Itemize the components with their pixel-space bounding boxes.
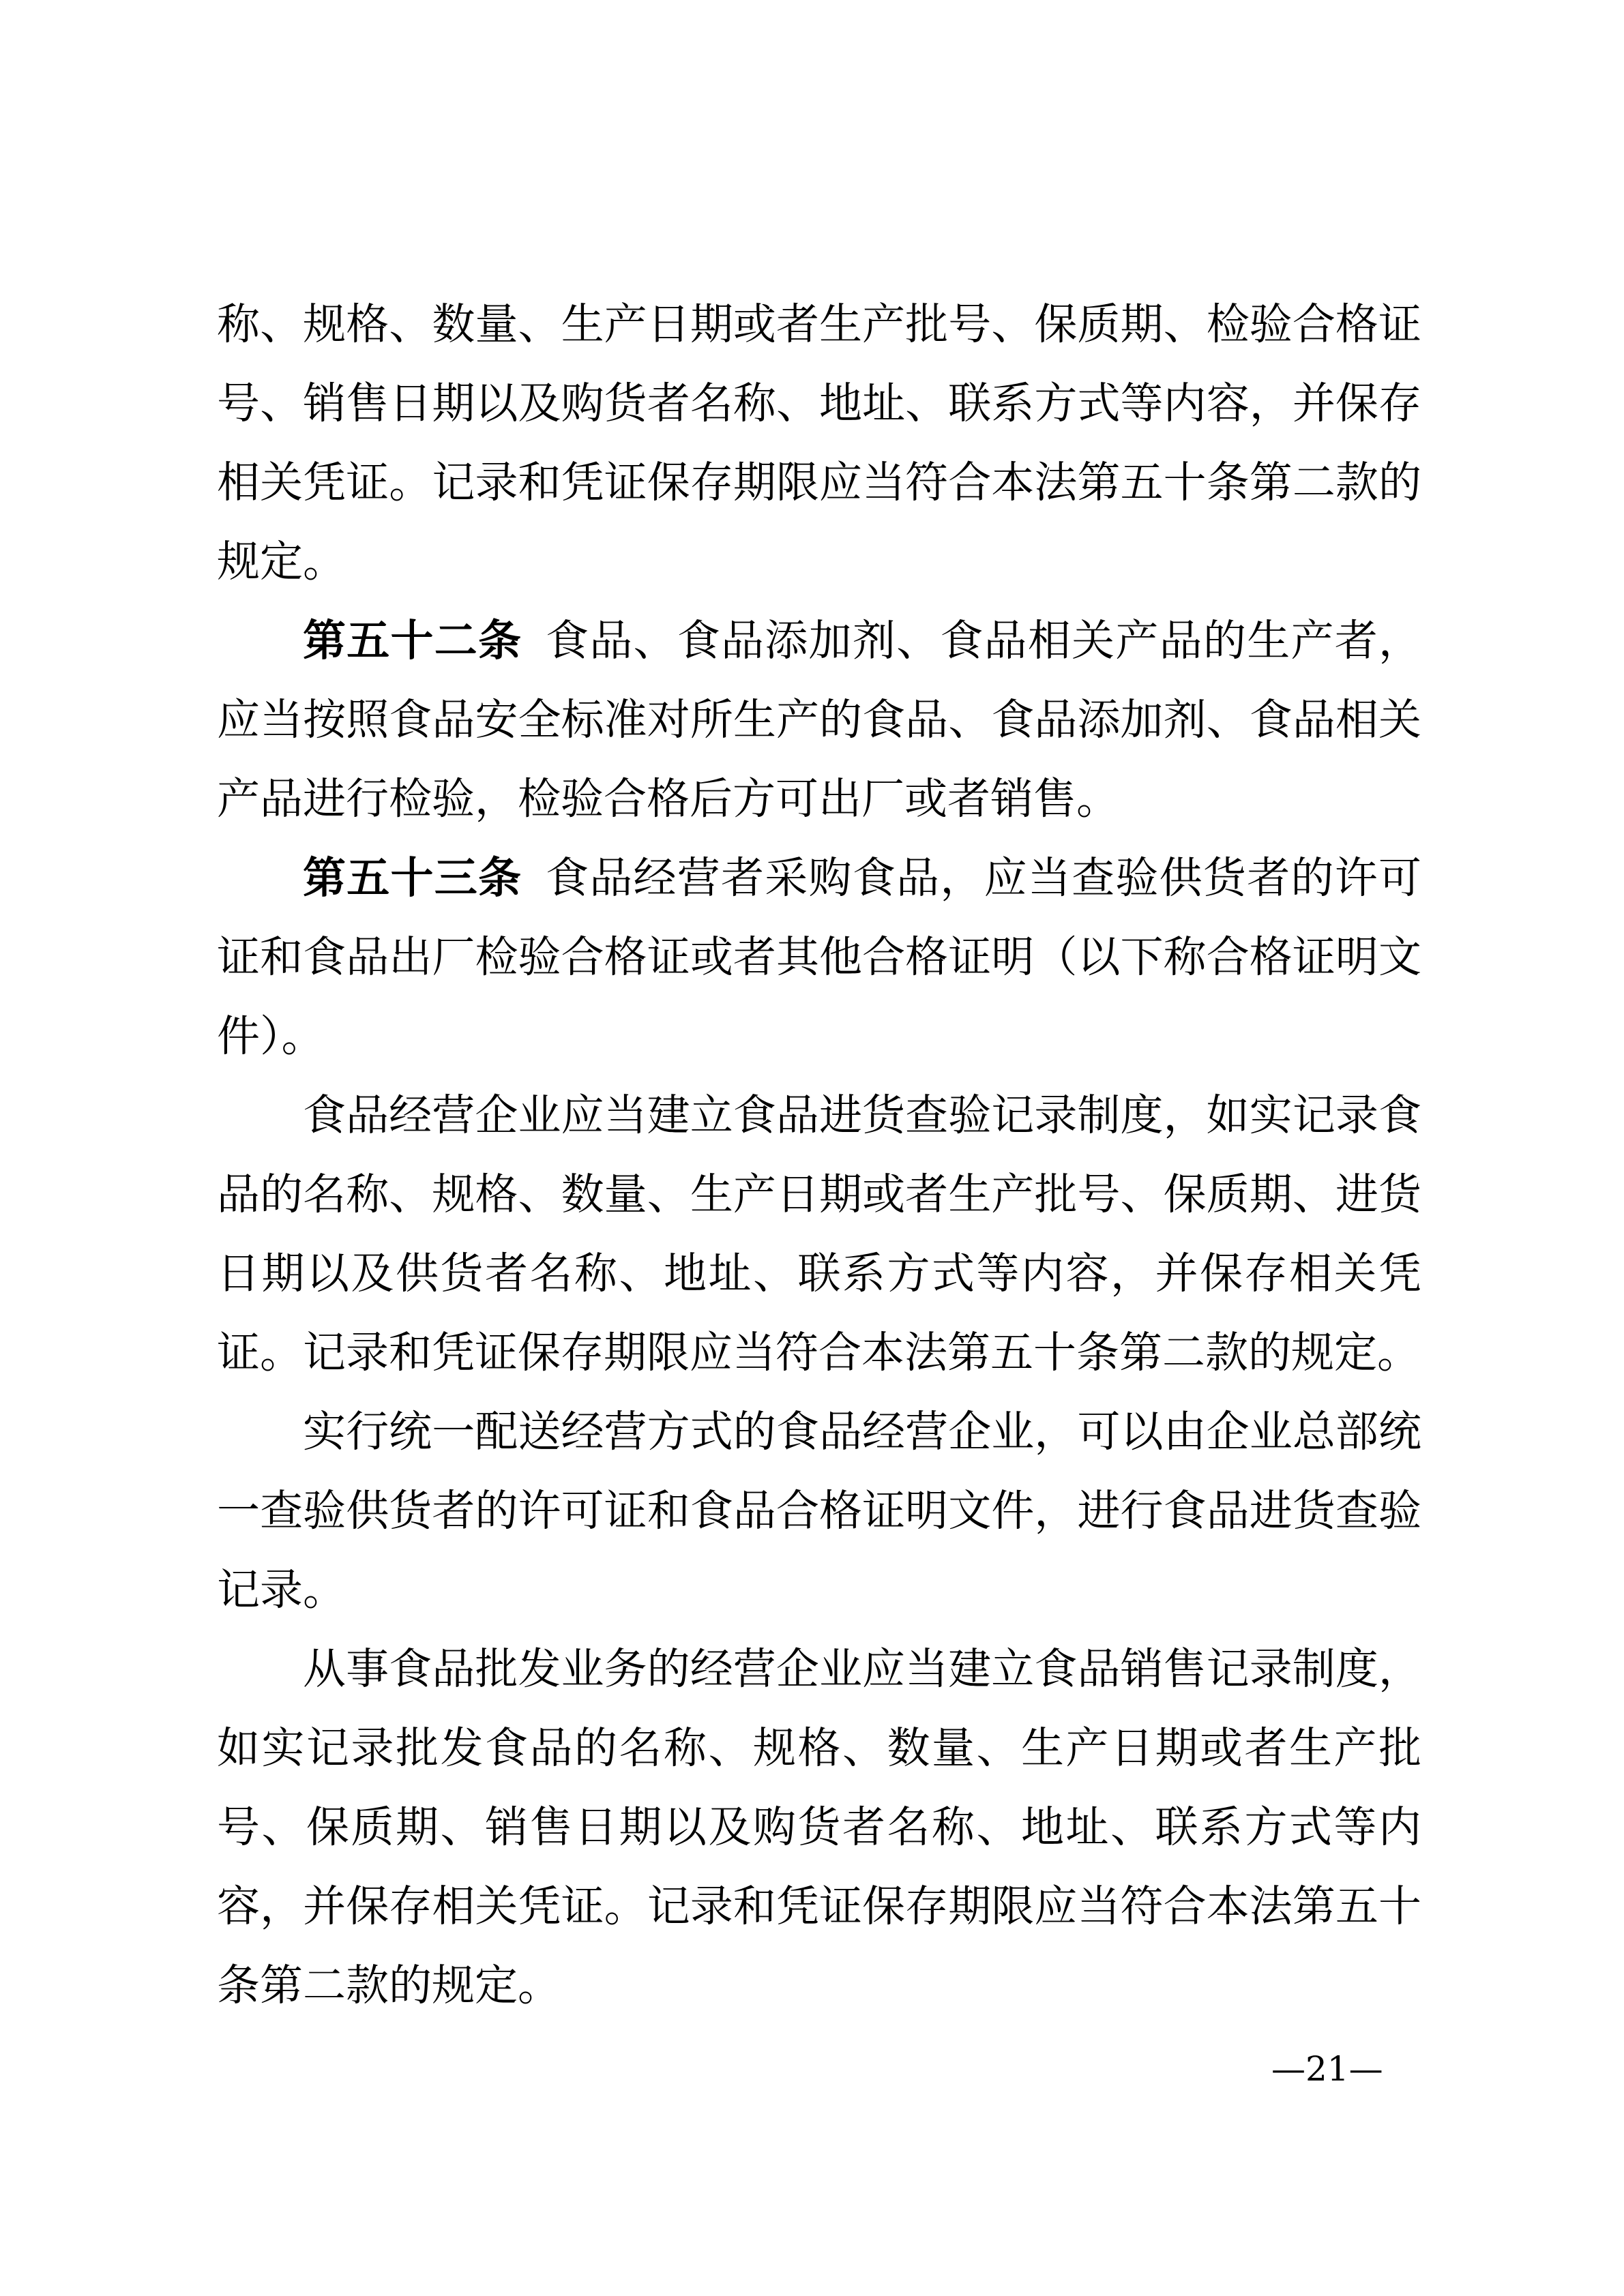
paragraph-text: 食品经营者采购食品，应当查验供货者的许可证和食品出厂检验合格证或者其他合格证明（以下称合格证明文件）。 bbox=[217, 853, 1422, 1061]
page-footer bbox=[1271, 2051, 1383, 2087]
page-number: —21— bbox=[1271, 2049, 1383, 2089]
article-number: 第五十三条 bbox=[303, 853, 522, 903]
paragraph-article-53 bbox=[217, 839, 1421, 1076]
paragraph bbox=[217, 1630, 1421, 2025]
document-body bbox=[217, 285, 1421, 2025]
paragraph-text: 称、规格、数量、生产日期或者生产批号、保质期、检验合格证号、销售日期以及购货者名称、地址、联系方式等内容，并保存相关凭证。记录和凭证保存期限应当符合本法第五十条第二款的规定。 bbox=[217, 299, 1421, 586]
paragraph-text: 食品经营企业应当建立食品进货查验记录制度，如实记录食品的名称、规格、数量、生产日期或者生产批号、保质期、进货日期以及供货者名称、地址、联系方式等内容，并保存相关凭证。记录和凭证保存期限应当符合本法第五十条第二款的规定。 bbox=[217, 1090, 1421, 1377]
paragraph-text: 从事食品批发业务的经营企业应当建立食品销售记录制度，如实记录批发食品的名称、规格、数量、生产日期或者生产批号、保质期、销售日期以及购货者名称、地址、联系方式等内容，并保存相关凭证。记录和凭证保存期限应当符合本法第五十条第二款的规定。 bbox=[217, 1644, 1421, 2010]
paragraph-text: 食品、食品添加剂、食品相关产品的生产者，应当按照食品安全标准对所生产的食品、食品添加剂、食品相关产品进行检验，检验合格后方可出厂或者销售。 bbox=[217, 616, 1422, 824]
paragraph bbox=[217, 1392, 1421, 1630]
paragraph-continuation bbox=[217, 285, 1421, 601]
article-number: 第五十二条 bbox=[303, 616, 522, 666]
paragraph bbox=[217, 1076, 1421, 1392]
paragraph-article-52 bbox=[217, 601, 1421, 839]
paragraph-text: 实行统一配送经营方式的食品经营企业，可以由企业总部统一查验供货者的许可证和食品合格证明文件，进行食品进货查验记录。 bbox=[217, 1407, 1421, 1615]
